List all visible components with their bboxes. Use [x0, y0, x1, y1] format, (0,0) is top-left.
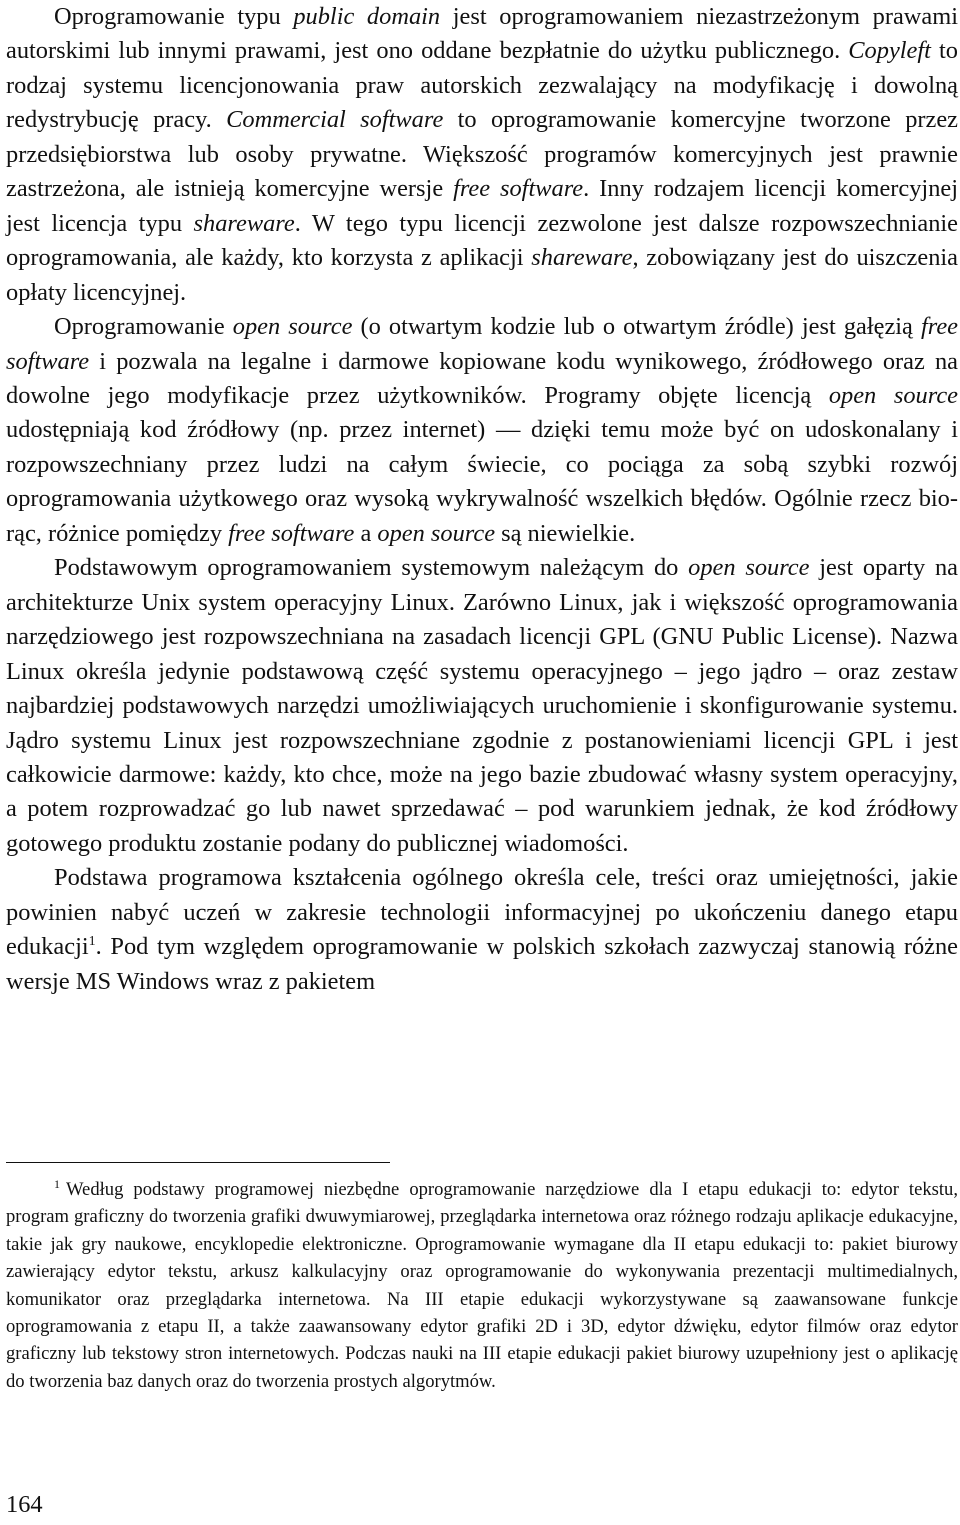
text-run: . W tego typu licencji zezwolone jest dalsze rozpowszechnianie oprogramowania, ale każdy, kto korzysta z aplikacji: [6, 209, 958, 272]
italic-term: shareware: [193, 209, 295, 237]
text-run: Oprogramowanie: [54, 313, 233, 341]
body-text: [6, 0, 958, 999]
italic-term: open source: [688, 554, 810, 582]
text-run: (o otwartym kodzie lub o otwartym źródle) jest gałęzią: [352, 313, 921, 341]
footnote-reference: 1: [88, 934, 96, 950]
text-run: Podstawowym oprogramowaniem systemowym należącym do: [54, 554, 689, 582]
footnote-text: Według podstawy programowej niezbędne oprogramowanie narzędziowe dla I etapu edukacji to: edytor tekstu, program graficzny do tworzenia grafiki dwuwymiarowej, przeglądarka internetowa oraz różnego rodzaju aplikacje edukacyjne, takie jak gry naukowe, encyklopedie elektroniczne. Oprogramowanie wymagane dla II etapu edukacji to: pakiet biurowy zawierający edytor tekstu, arkusz kalkulacyjny oraz oprogramowanie do wykonywania prezentacji multimedialnych, komunikator oraz przeglądarka internetowa. Na III etapie edukacji wykorzystywane są zaawansowane funkcje oprogramowania z etapu II, a także zaawansowany edytor grafiki 2D i 3D, edytor dźwięku, edytor filmów oraz edytor graficzny lub tekstowy stron internetowych. Podczas nauki na III etapie edukacji pakiet biurowy uzupełniony jest o aplikację do tworzenia baz danych oraz do tworzenia prostych algorytmów.: [6, 1179, 958, 1392]
footnote-mark: 1: [54, 1177, 60, 1191]
page: [6, 0, 958, 999]
text-run: jest oparty na architekturze Unix system operacyjny Linux. Zarówno Linux, jak i większość oprogramowania narzędziowego jest rozpowszechniana na zasadach licencji GPL (GNU Public License). Nazwa Linux określa jedynie podstawową część systemu operacyjnego – jego jądro – oraz zestaw najbardziej podstawowych narzędzi umożliwiających uruchomienie i skonfigurowanie systemu. Jądro systemu Linux jest rozpowszechniane zgodnie z postanowieniami licencji GPL i jest całkowicie darmowe: każdy, kto chce, może na jego bazie zbudować własny system operacyjny, a potem rozprowadzać go lub nawet sprzedawać – pod warunkiem jednak, że kod źródłowy gotowego produktu zostanie podany do publicznej wiadomości.: [6, 554, 958, 857]
italic-term: open source: [232, 313, 353, 341]
paragraph: [6, 0, 958, 310]
italic-term: free software: [6, 313, 958, 375]
italic-term: free software: [453, 175, 584, 203]
italic-term: open source: [377, 519, 496, 547]
italic-term: public domain: [293, 3, 441, 30]
italic-term: Commercial software: [226, 106, 444, 134]
text-run: . Inny rodzajem licencji komercyjnej jest licencja typu: [6, 175, 958, 237]
text-run: i pozwala na legalne i darmowe kopiowane kodu wynikowego, źródłowego oraz na dowolne jego modyfikacje przez użytkowników. Programy objęte licencją: [6, 347, 958, 409]
italic-term: open source: [828, 381, 958, 409]
italic-term: shareware: [531, 244, 633, 272]
paragraph: [6, 551, 958, 861]
text-run: Podstawa programowa kształcenia ogólnego określa cele, treści oraz umiejętności, jakie powinien nabyć uczeń w zakresie technologii informacyjnej po ukończeniu danego etapu edukacji: [6, 864, 958, 961]
text-run: to oprogramowanie komercyjne tworzone przez przedsiębiorstwa lub osoby prywatne. Większość programów komercyjnych jest prawnie zastrzeżona, ale istnieją komercyjne wersje: [6, 106, 958, 203]
paragraph: [6, 310, 958, 551]
text-run: , zobowiązany jest do uiszczenia opłaty licencyjnej.: [6, 244, 959, 306]
text-run: są niewielkie.: [495, 519, 636, 547]
text-run: . Pod tym względem oprogramowanie w polskich szkołach zazwyczaj stanowią różne wersje MS Windows wraz z pakietem: [6, 933, 958, 995]
text-run: Oprogramowanie typu: [54, 3, 294, 30]
text-run: udostępniają kod źródłowy (np. przez internet) — dzięki temu może być on udoskonalany i rozpowszechniany przez ludzi na całym świecie, co pociąga za sobą szybki rozwój oprogramowania użytkowego oraz wysoką wykrywalność wszelkich błędów. Ogólnie rzecz biorąc, różnice pomiędzy: [6, 416, 958, 547]
italic-term: free software: [228, 519, 355, 547]
footnote-separator: [6, 1162, 390, 1163]
footnote: [6, 1176, 958, 1395]
italic-term: Copyleft: [848, 37, 931, 65]
text-run: jest oprogramowaniem niezastrzeżonym prawami autorskimi lub innymi prawami, jest ono oddane bezpłatnie do użytku publicznego.: [6, 3, 958, 65]
paragraph: [6, 861, 958, 999]
text-run: to rodzaj systemu licencjonowania praw autorskich zezwalający na modyfikację i dowolną redystrybucję pracy.: [6, 37, 958, 134]
page-number: 164: [6, 1491, 43, 1518]
text-run: a: [354, 519, 378, 547]
